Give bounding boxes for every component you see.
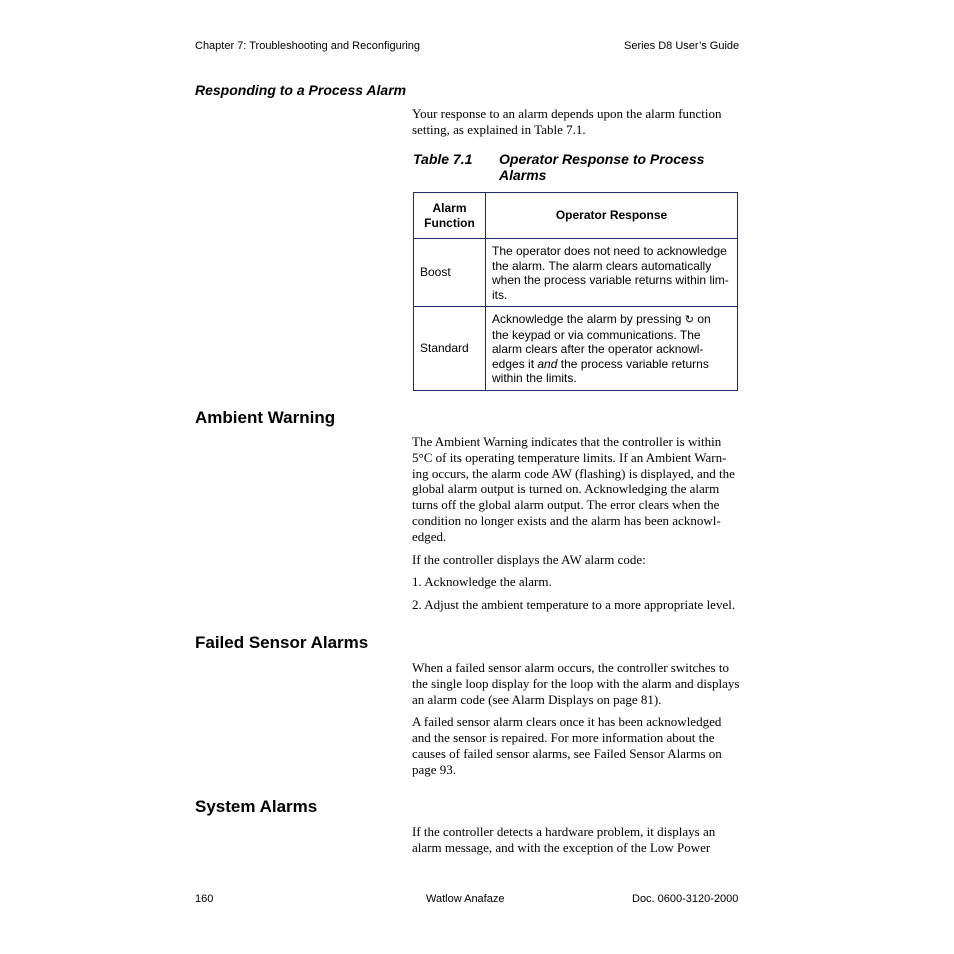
response-line: within the limits. bbox=[492, 371, 577, 385]
column-header-operator-response: Operator Response bbox=[486, 193, 738, 239]
response-line bbox=[492, 312, 731, 328]
caption-line: Operator Response to Process bbox=[499, 151, 705, 167]
text-line: If the controller detects a hardware problem, it displays an bbox=[412, 824, 716, 839]
response-text: on bbox=[697, 312, 711, 326]
column-header-alarm-function bbox=[414, 193, 486, 239]
footer-company: Watlow Anafaze bbox=[426, 893, 505, 905]
header-line: Alarm bbox=[432, 201, 467, 215]
response-text: edges it bbox=[492, 356, 535, 371]
text-line: the single loop display for the loop with the alarm and displays bbox=[412, 675, 740, 691]
section-heading-failed-sensor: Failed Sensor Alarms bbox=[195, 633, 369, 652]
operator-response-table bbox=[413, 192, 738, 391]
text-line: turns off the global alarm output. The error clears when the bbox=[412, 497, 720, 513]
text-line: The Ambient Warning indicates that the controller is within bbox=[412, 434, 722, 449]
paragraph bbox=[412, 434, 748, 545]
ambient-warning-body bbox=[412, 434, 748, 620]
text-line: an alarm code (see Alarm Displays on page 81). bbox=[412, 691, 662, 707]
response-line: the keypad or via communications. The bbox=[492, 327, 701, 342]
text-line: and the sensor is repaired. For more information about the bbox=[412, 730, 715, 746]
header-line: Function bbox=[424, 215, 475, 230]
cell-alarm-function: Standard bbox=[414, 307, 486, 391]
response-line: The operator does not need to acknowledge bbox=[492, 244, 727, 258]
cell-operator-response bbox=[486, 239, 738, 307]
text-line: When a failed sensor alarm occurs, the controller switches to bbox=[412, 660, 729, 675]
text-line: global alarm output is turned on. Acknowledging the alarm bbox=[412, 481, 720, 497]
paragraph bbox=[412, 714, 748, 777]
response-line: alarm clears after the operator acknowl- bbox=[492, 342, 704, 356]
response-text: the process variable returns bbox=[560, 356, 709, 371]
text-line: causes of failed sensor alarms, see Failed Sensor Alarms on bbox=[412, 745, 722, 761]
list-item: 2. Adjust the ambient temperature to a more appropriate level. bbox=[412, 597, 736, 613]
response-line bbox=[492, 357, 731, 372]
table-row bbox=[414, 307, 738, 391]
caption-line: Alarms bbox=[499, 167, 547, 183]
intro-line: setting, as explained in Table 7.1. bbox=[412, 121, 586, 137]
text-line: A failed sensor alarm clears once it has been acknowledged bbox=[412, 714, 722, 730]
response-emphasis: and bbox=[537, 356, 558, 371]
table-caption-number: Table 7.1 bbox=[413, 151, 473, 167]
text-line: condition no longer exists and the alarm has been acknowl- bbox=[412, 512, 721, 528]
page-number: 160 bbox=[195, 893, 214, 905]
table-caption-title bbox=[499, 151, 704, 183]
response-line: the alarm. The alarm clears automatically bbox=[492, 258, 712, 273]
text-line: alarm message, and with the exception of the Low Power bbox=[412, 839, 711, 855]
list-item: 1. Acknowledge the alarm. bbox=[412, 574, 552, 590]
cell-alarm-function: Boost bbox=[414, 239, 486, 307]
running-header-chapter: Chapter 7: Troubleshooting and Reconfiguring bbox=[195, 40, 421, 52]
section-heading-ambient-warning: Ambient Warning bbox=[195, 408, 336, 427]
text-line: page 93. bbox=[412, 761, 457, 777]
intro-line: Your response to an alarm depends upon the alarm function bbox=[412, 106, 722, 121]
text-line: ing occurs, the alarm code AW (flashing) is displayed, and the bbox=[412, 465, 735, 481]
ack-key-icon: ↻ bbox=[684, 314, 694, 326]
paragraph bbox=[412, 824, 748, 856]
footer-doc-number: Doc. 0600-3120-2000 bbox=[632, 893, 739, 905]
response-text: Acknowledge the alarm by pressing bbox=[492, 312, 682, 326]
table-header-row bbox=[414, 193, 738, 239]
text-line: edged. bbox=[412, 528, 447, 544]
response-line: its. bbox=[492, 287, 508, 302]
running-header-title: Series D8 User’s Guide bbox=[624, 40, 740, 52]
paragraph bbox=[412, 660, 748, 707]
process-alarm-intro bbox=[412, 106, 748, 138]
paragraph: If the controller displays the AW alarm code: bbox=[412, 551, 646, 567]
section-heading-system-alarms: System Alarms bbox=[195, 797, 318, 816]
cell-operator-response bbox=[486, 307, 738, 391]
response-line: when the process variable returns within lim- bbox=[492, 273, 729, 287]
table-row bbox=[414, 239, 738, 307]
system-alarms-body bbox=[412, 824, 748, 863]
subsection-heading-process-alarm: Responding to a Process Alarm bbox=[195, 82, 407, 98]
failed-sensor-body bbox=[412, 660, 748, 785]
text-line: 5°C of its operating temperature limits. If an Ambient Warn- bbox=[412, 449, 727, 465]
